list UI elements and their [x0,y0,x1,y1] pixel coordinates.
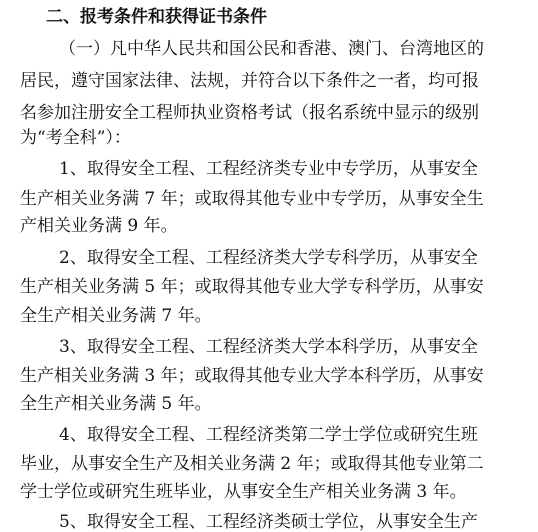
condition-line: 生产相关业务满 5 年；或取得其他专业大学专科学历，从事安 [20,277,484,297]
condition-line: 全生产相关业务满 7 年。 [20,306,212,326]
condition-line: 生产相关业务满 7 年；或取得其他专业中专学历，从事安全生 [20,189,484,209]
intro-line: 名参加注册安全工程师执业资格考试（报名系统中显示的级别 [20,103,479,123]
intro-line: （一）凡中华人民共和国公民和香港、澳门、台湾地区的 [59,39,484,59]
condition-line: 4、取得安全工程、工程经济类第二学士学位或研究生班 [59,425,478,445]
condition-line: 毕业，从事安全生产及相关业务满 2 年；或取得其他专业第二 [20,454,484,474]
section-heading: 二、报考条件和获得证书条件 [46,7,267,27]
condition-line: 产相关业务满 9 年。 [20,216,178,236]
condition-line: 学士学位或研究生班毕业，从事安全生产相关业务满 3 年。 [20,482,467,502]
intro-line: 居民，遵守国家法律、法规，并符合以下条件之一者，均可报 [20,71,479,91]
condition-line: 5、取得安全工程、工程经济类硕士学位，从事安全生产 [59,512,478,532]
condition-line: 2、取得安全工程、工程经济类大学专科学历，从事安全 [59,248,478,268]
condition-line: 全生产相关业务满 5 年。 [20,394,212,414]
condition-line: 3、取得安全工程、工程经济类大学本科学历，从事安全 [59,337,478,357]
condition-line: 1、取得安全工程、工程经济类专业中专学历，从事安全 [59,159,478,179]
condition-line: 生产相关业务满 3 年；或取得其他专业大学本科学历，从事安 [20,366,484,386]
intro-line: 为“考全科”）： [20,128,131,148]
